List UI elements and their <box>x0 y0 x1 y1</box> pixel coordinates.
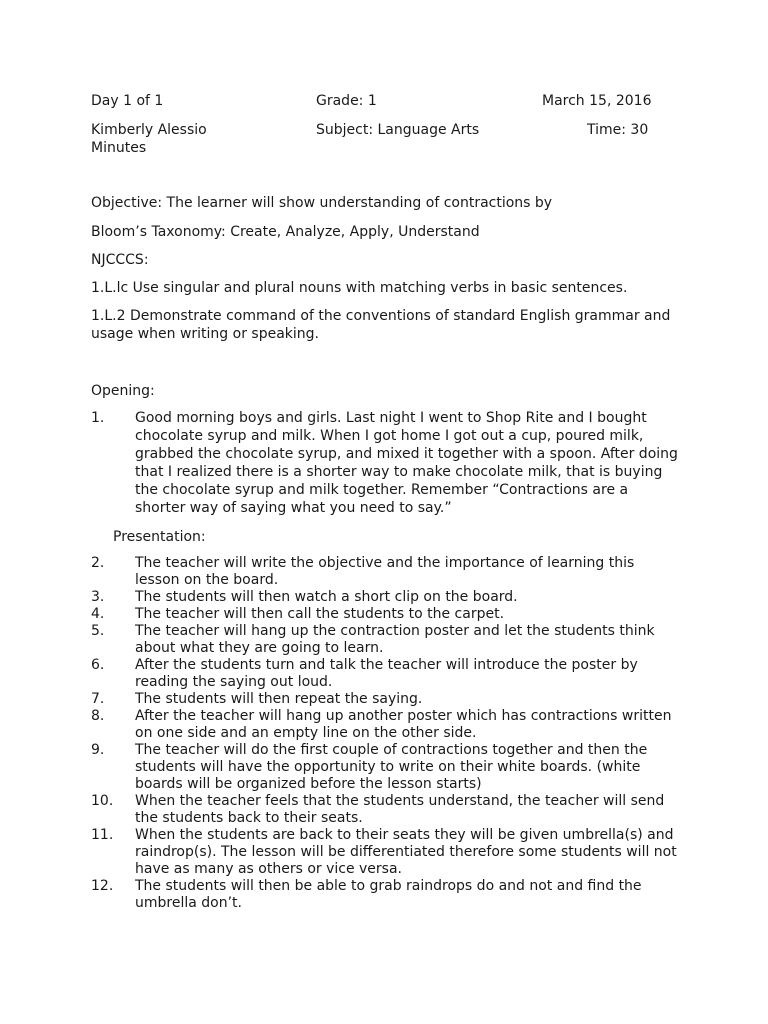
list-number: 8. <box>91 708 105 724</box>
list-text: After the students turn and talk the teacher will introduce the poster by reading the saying out loud. <box>135 657 638 690</box>
list-number: 11. <box>91 827 114 843</box>
list-text: The teacher will write the objective and the importance of learning this lesson on the board. <box>135 555 635 588</box>
list-text: The students will then be able to grab raindrops do and not and find the umbrella don’t. <box>135 878 642 911</box>
presentation-label: Presentation: <box>113 529 206 545</box>
list-text: When the students are back to their seats they will be given umbrella(s) and raindrop(s). The lesson will be differentiated therefore some students will not have as many as others or vice versa. <box>135 827 677 877</box>
list-item <box>91 708 681 742</box>
list-item <box>91 589 681 606</box>
list-text: After the teacher will hang up another poster which has contractions written on one side and an empty line on the other side. <box>135 708 672 741</box>
list-number: 1. <box>91 410 105 426</box>
list-item <box>91 555 681 589</box>
list-number: 10. <box>91 793 114 809</box>
objective: Objective: The learner will show understanding of contractions by <box>91 195 553 211</box>
standard-2: 1.L.2 Demonstrate command of the conventions of standard English grammar and usage when writing or speaking. <box>91 308 671 342</box>
list-item <box>91 623 681 657</box>
day-label: Day 1 of 1 <box>91 93 164 109</box>
list-number: 4. <box>91 606 105 622</box>
opening-list <box>91 409 681 517</box>
list-text: The students will then repeat the saying. <box>135 691 423 707</box>
opening-label: Opening: <box>91 383 155 399</box>
list-text: When the teacher feels that the students understand, the teacher will send the students back to their seats. <box>135 793 665 826</box>
grade-label: Grade: 1 <box>316 93 377 109</box>
blooms-taxonomy: Bloom’s Taxonomy: Create, Analyze, Apply, Understand <box>91 224 480 240</box>
list-text: The teacher will do the first couple of contractions together and then the students will have the opportunity to write on their white boards. (white boards will be organized before the lesson starts) <box>135 742 648 792</box>
list-item <box>91 606 681 623</box>
list-number: 2. <box>91 555 105 571</box>
list-number: 3. <box>91 589 105 605</box>
list-number: 9. <box>91 742 105 758</box>
time-label: Time: 30 <box>587 122 649 138</box>
presentation-list <box>91 555 681 912</box>
list-item <box>91 827 681 878</box>
list-number: 6. <box>91 657 105 673</box>
list-number: 7. <box>91 691 105 707</box>
list-text: The teacher will hang up the contraction poster and let the students think about what they are going to learn. <box>135 623 655 656</box>
list-item <box>91 691 681 708</box>
time-unit: Minutes <box>91 140 147 156</box>
list-number: 12. <box>91 878 114 894</box>
standard-1: 1.L.lc Use singular and plural nouns with matching verbs in basic sentences. <box>91 280 628 296</box>
list-number: 5. <box>91 623 105 639</box>
list-text: The teacher will then call the students to the carpet. <box>135 606 505 622</box>
list-text: The students will then watch a short clip on the board. <box>135 589 518 605</box>
list-text: Good morning boys and girls. Last night I went to Shop Rite and I bought chocolate syrup and milk. When I got home I got out a cup, poured milk, grabbed the chocolate syrup, and mixed it together with a spoon. After doing that I realized there is a shorter way to make chocolate milk, that is buying the chocolate syrup and milk together. Remember “Contractions are a shorter way of saying what you need to say.” <box>135 410 678 516</box>
list-item <box>91 657 681 691</box>
njcccs-label: NJCCCS: <box>91 252 149 268</box>
list-item <box>91 742 681 793</box>
list-item <box>91 409 681 517</box>
teacher-name: Kimberly Alessio <box>91 122 207 138</box>
date-label: March 15, 2016 <box>542 93 652 109</box>
subject-label: Subject: Language Arts <box>316 122 480 138</box>
list-item <box>91 793 681 827</box>
list-item <box>91 878 681 912</box>
